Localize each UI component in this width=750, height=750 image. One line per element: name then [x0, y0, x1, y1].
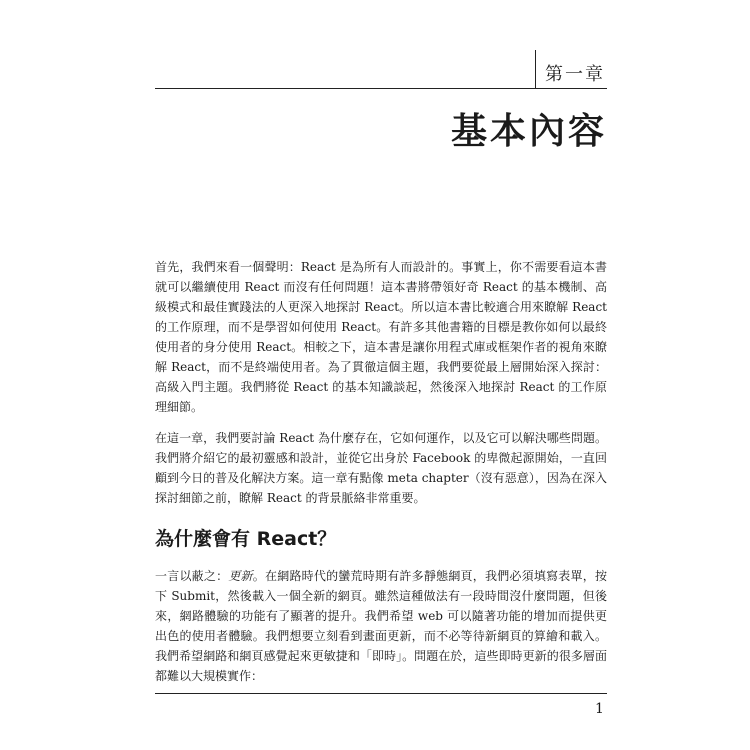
page-number: 1 — [595, 701, 604, 717]
chapter-label: 第一章 — [545, 64, 605, 85]
section-text-start: 一言以蔽之： — [155, 569, 229, 583]
intro-paragraph-1: 首先，我們來看一個聲明：React 是為所有人而設計的。事實上，你不需要看這本書就可以繼續使用 React 而沒有任何問題！這本書將帶領好奇 React 的基本機制、高級模式和最佳實踐法的人更深入地探討 React。所以這本書比較適合用來瞭解 React 的工作原理，而不是學習如何使用 React。有許多其他書籍的目標是教你如何以最終使用者的身分使用 React。相較之下，這本書是讓你用程式庫或框架作者的視角來瞭解 React，而不是終端使用者。為了貫徹這個主題，我們要從最上層開始深入探討：高級入門主題。我們將從 React 的基本知識談起，然後深入地探討 React 的工作原理細節。 — [155, 260, 607, 414]
intro-paragraph-2: 在這一章，我們要討論 React 為什麼存在，它如何運作，以及它可以解決哪些問題。我們將介紹它的最初靈感和設計，並從它出身於 Facebook 的卑微起源開始，一直回顧到今日的普及化解決方案。這一章有點像 meta chapter（沒有惡意），因為在深入探討細節之前，瞭解 React 的背景脈絡非常重要。 — [155, 431, 607, 505]
section-heading: 為什麼會有 React？ — [155, 528, 337, 550]
chapter-title: 基本內容 — [450, 111, 607, 152]
emphasized-term: 更新 — [228, 569, 253, 583]
footer-rule — [155, 693, 607, 694]
section-paragraph — [155, 566, 607, 686]
header-rule — [155, 88, 607, 89]
section-text-rest: 。在網路時代的蠻荒時期有許多靜態網頁，我們必須填寫表單，按下 Submit，然後載入一個全新的網頁。雖然這種做法有一段時間沒什麼問題，但後來，網路體驗的功能有了顯著的提升。我們希望 web 可以隨著功能的增加而提供更出色的使用者體驗。我們想要立刻看到畫面更新，而不必等待新網頁的算繪和載入。我們希望網路和網頁感覺起來更敏捷和「即時」。問題在於，這些即時更新的很多層面都難以大規模實作： — [155, 569, 607, 683]
page-body — [155, 257, 607, 697]
